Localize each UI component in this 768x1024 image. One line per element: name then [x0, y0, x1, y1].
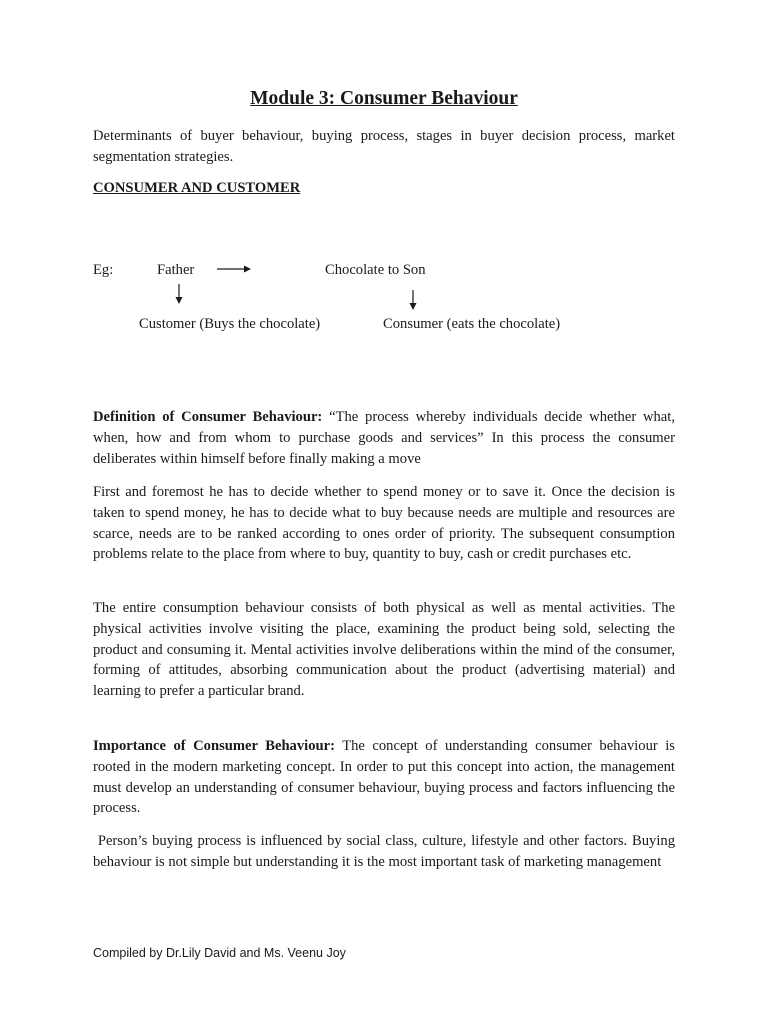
eg-label: Eg:	[93, 262, 114, 278]
section-heading: CONSUMER AND CUSTOMER	[93, 180, 301, 196]
definition-paragraph	[93, 407, 675, 469]
down-arrow-icon	[407, 289, 419, 311]
chocolate-to-son-label: Chocolate to Son	[325, 262, 426, 278]
intro-paragraph: Determinants of buyer behaviour, buying process, stages in buyer decision process, market segmentation strategies.	[93, 128, 675, 165]
definition-text: “The process whereby individuals decide whether what, when, how and from whom to purchase goods and services” In this process the consumer deliberates within himself before finally making a move	[93, 409, 675, 467]
customer-label: Customer (Buys the chocolate)	[139, 316, 321, 332]
page-title: Module 3: Consumer Behaviour	[250, 88, 518, 109]
page-footer: Compiled by Dr.Lily David and Ms. Veenu Joy	[93, 946, 346, 960]
father-label: Father	[157, 262, 195, 278]
body-paragraph: First and foremost he has to decide whether to spend money or to save it. Once the decision is taken to spend money, he has to decide what to buy because needs are multiple and resources are scarce, needs are to be ranked according to ones order of priority. The subsequent consumption problems relate to the place from where to buy, quantity to buy, cash or credit purchases etc.	[93, 484, 675, 563]
importance-paragraph	[93, 736, 675, 819]
importance-label: Importance of Consumer Behaviour:	[93, 738, 335, 754]
right-arrow-icon	[216, 263, 252, 275]
body-paragraph: The entire consumption behaviour consists of both physical as well as mental activities. The physical activities involve visiting the place, examining the product being sold, selecting the product and consuming it. Mental activities involve deliberations within the mind of the consumer, forming of attitudes, absorbing communication about the product (advertising material) and learning to prefer a particular brand.	[93, 600, 675, 700]
consumer-label: Consumer (eats the chocolate)	[383, 316, 561, 332]
down-arrow-icon	[173, 283, 185, 305]
importance-text: The concept of understanding consumer behaviour is rooted in the modern marketing concept. In order to put this concept into action, the management must develop an understanding of consumer behaviour, buying process and factors influencing the process.	[93, 738, 675, 817]
body-paragraph: Person’s buying process is influenced by social class, culture, lifestyle and other factors. Buying behaviour is not simple but understanding it is the most important task of marketing management	[93, 833, 675, 870]
definition-label: Definition of Consumer Behaviour:	[93, 409, 323, 425]
